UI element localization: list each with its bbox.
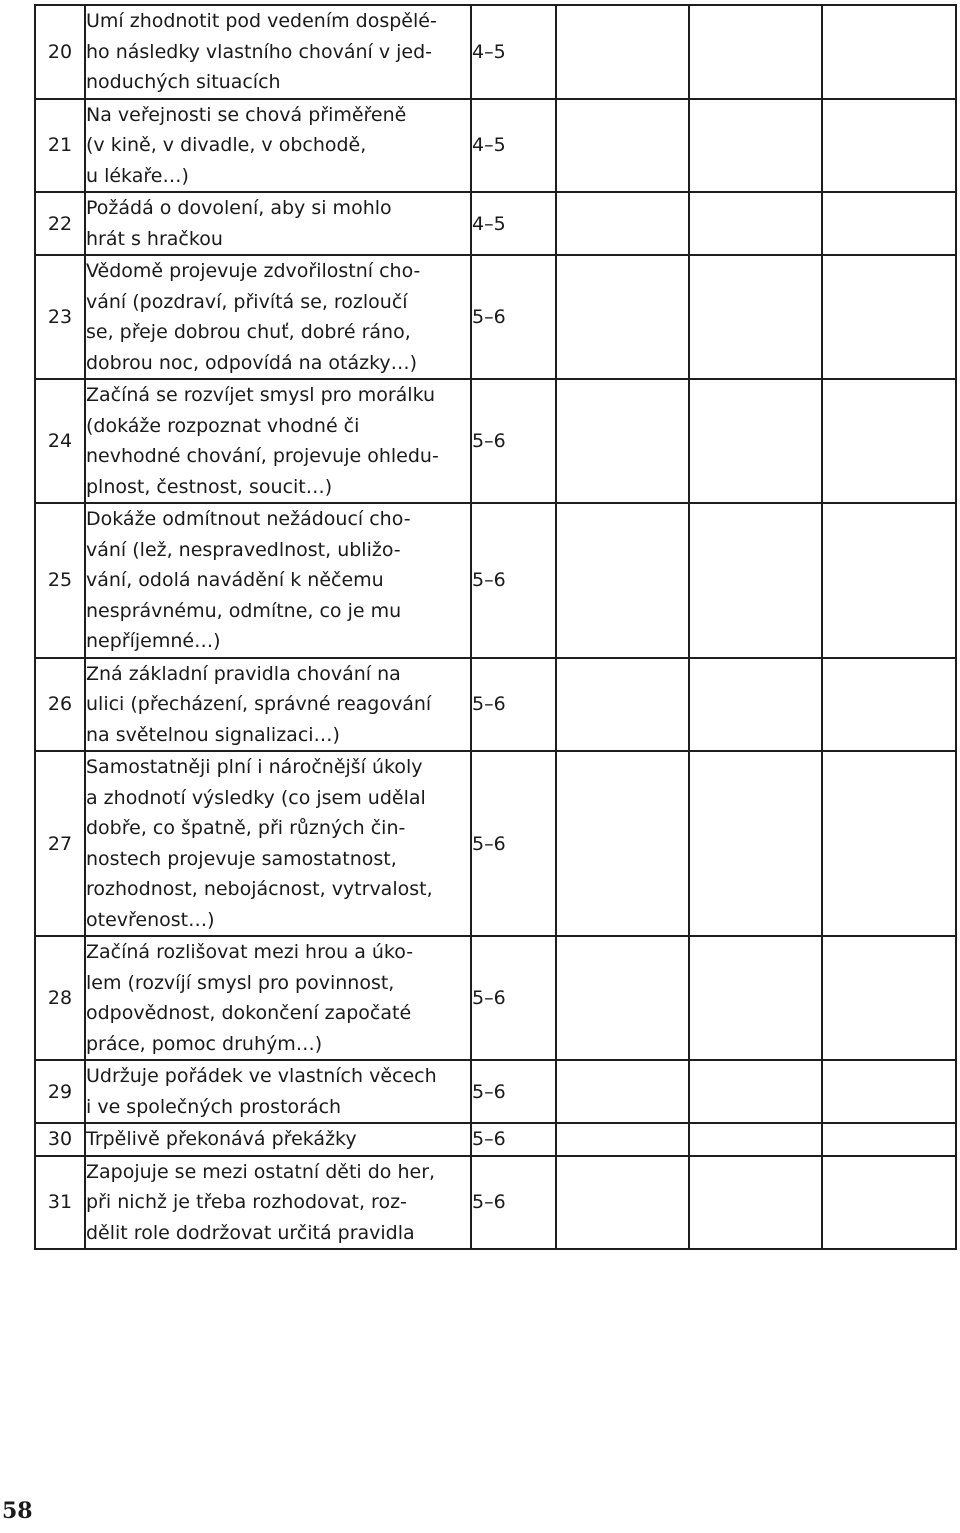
description-line: rozhodnost, nebojácnost, vytrvalost, (86, 878, 433, 900)
description-line: vání (pozdraví, přivítá se, rozloučí (86, 290, 408, 313)
item-description (85, 1123, 471, 1156)
age-range: 5–6 (471, 751, 556, 936)
evaluation-cell-2[interactable] (689, 255, 822, 379)
evaluation-cell-3[interactable] (822, 1123, 956, 1156)
evaluation-cell-2[interactable] (689, 1123, 822, 1156)
age-range: 5–6 (471, 379, 556, 503)
checklist-row (35, 5, 956, 99)
description-line: Samostatněji plní i náročnější úkoly (86, 756, 423, 778)
page-number: 58 (2, 1498, 33, 1524)
description-line: hrát s hračkou (86, 227, 223, 250)
age-range: 5–6 (471, 936, 556, 1060)
age-range: 5–6 (471, 503, 556, 658)
description-line: dobře, co špatně, při různých čin- (86, 817, 406, 839)
evaluation-cell-2[interactable] (689, 751, 822, 936)
description-line: (v kině, v divadle, v obchodě, (86, 134, 367, 156)
checklist-row (35, 1060, 956, 1123)
evaluation-cell-1[interactable] (556, 5, 689, 99)
item-description (85, 5, 471, 99)
checklist-row (35, 379, 956, 503)
description-line: na světelnou signalizaci…) (86, 723, 340, 746)
evaluation-cell-2[interactable] (689, 99, 822, 193)
evaluation-cell-1[interactable] (556, 936, 689, 1060)
age-range: 5–6 (471, 1060, 556, 1123)
item-description (85, 192, 471, 255)
evaluation-cell-1[interactable] (556, 192, 689, 255)
evaluation-cell-3[interactable] (822, 936, 956, 1060)
item-description (85, 379, 471, 503)
description-line: nesprávnému, odmítne, co je mu (86, 599, 402, 622)
description-line: otevřenost…) (86, 908, 215, 931)
evaluation-cell-3[interactable] (822, 503, 956, 658)
evaluation-cell-3[interactable] (822, 1060, 956, 1123)
description-line: Začíná rozlišovat mezi hrou a úko- (86, 941, 414, 963)
age-range: 4–5 (471, 192, 556, 255)
item-number: 30 (35, 1123, 85, 1156)
evaluation-cell-2[interactable] (689, 192, 822, 255)
evaluation-cell-1[interactable] (556, 1123, 689, 1156)
checklist-row (35, 751, 956, 936)
checklist-row (35, 99, 956, 193)
checklist-row (35, 192, 956, 255)
description-line: vání, odolá navádění k něčemu (86, 569, 384, 591)
description-line: Začíná se rozvíjet smysl pro morálku (86, 384, 436, 406)
checklist-row (35, 1123, 956, 1156)
item-number: 22 (35, 192, 85, 255)
description-line: nevhodné chování, projevuje ohledu- (86, 445, 439, 467)
evaluation-cell-2[interactable] (689, 936, 822, 1060)
item-description (85, 99, 471, 193)
description-line: ho následky vlastního chování v jed- (86, 40, 432, 63)
description-line: u lékaře…) (86, 164, 189, 187)
description-line: a zhodnotí výsledky (co jsem udělal (86, 786, 426, 809)
evaluation-cell-2[interactable] (689, 1060, 822, 1123)
description-line: Udržuje pořádek ve vlastních věcech (86, 1065, 437, 1087)
description-line: se, přeje dobrou chuť, dobré ráno, (86, 321, 411, 343)
evaluation-cell-1[interactable] (556, 751, 689, 936)
item-number: 28 (35, 936, 85, 1060)
description-line: plnost, čestnost, soucit…) (86, 475, 333, 498)
description-line: při nichž je třeba rozhodovat, roz- (86, 1191, 407, 1213)
evaluation-cell-1[interactable] (556, 503, 689, 658)
description-line: Dokáže odmítnout nežádoucí cho- (86, 508, 411, 530)
evaluation-cell-1[interactable] (556, 1156, 689, 1250)
description-line: vání (lež, nespravedlnost, ubližo- (86, 538, 401, 561)
evaluation-cell-2[interactable] (689, 5, 822, 99)
item-number: 20 (35, 5, 85, 99)
item-description (85, 503, 471, 658)
age-range: 4–5 (471, 99, 556, 193)
age-range: 4–5 (471, 5, 556, 99)
item-number: 31 (35, 1156, 85, 1250)
description-line: práce, pomoc druhým…) (86, 1032, 323, 1055)
description-line: Vědomě projevuje zdvořilostní cho- (86, 260, 421, 282)
checklist-row (35, 1156, 956, 1250)
description-line: nepříjemné…) (86, 630, 221, 652)
item-description (85, 1156, 471, 1250)
evaluation-cell-2[interactable] (689, 658, 822, 752)
evaluation-cell-1[interactable] (556, 658, 689, 752)
checklist-table (34, 4, 957, 1250)
item-description (85, 658, 471, 752)
description-line: Zná základní pravidla chování na (86, 662, 401, 685)
evaluation-cell-3[interactable] (822, 1156, 956, 1250)
description-line: Trpělivě překonává překážky (86, 1128, 357, 1150)
item-number: 25 (35, 503, 85, 658)
item-number: 29 (35, 1060, 85, 1123)
age-range: 5–6 (471, 1123, 556, 1156)
evaluation-cell-1[interactable] (556, 99, 689, 193)
evaluation-cell-3[interactable] (822, 658, 956, 752)
item-number: 23 (35, 255, 85, 379)
development-checklist (34, 4, 955, 1250)
item-description (85, 255, 471, 379)
checklist-rows (35, 5, 956, 1249)
item-description (85, 751, 471, 936)
description-line: Na veřejnosti se chová přiměřeně (86, 103, 407, 126)
evaluation-cell-2[interactable] (689, 503, 822, 658)
age-range: 5–6 (471, 1156, 556, 1250)
description-line: odpovědnost, dokončení započaté (86, 1002, 412, 1024)
description-line: lem (rozvíjí smysl pro povinnost, (86, 971, 395, 994)
evaluation-cell-3[interactable] (822, 192, 956, 255)
age-range: 5–6 (471, 658, 556, 752)
item-number: 24 (35, 379, 85, 503)
age-range: 5–6 (471, 255, 556, 379)
item-number: 21 (35, 99, 85, 193)
item-number: 27 (35, 751, 85, 936)
evaluation-cell-1[interactable] (556, 379, 689, 503)
evaluation-cell-3[interactable] (822, 5, 956, 99)
evaluation-cell-3[interactable] (822, 99, 956, 193)
description-line: dělit role dodržovat určitá pravidla (86, 1221, 415, 1244)
evaluation-cell-2[interactable] (689, 379, 822, 503)
description-line: dobrou noc, odpovídá na otázky…) (86, 351, 418, 374)
description-line: nostech projevuje samostatnost, (86, 847, 397, 870)
description-line: Umí zhodnotit pod vedením dospělé- (86, 10, 437, 32)
item-description (85, 1060, 471, 1123)
checklist-row (35, 255, 956, 379)
evaluation-cell-3[interactable] (822, 379, 956, 503)
description-line: i ve společných prostorách (86, 1095, 342, 1118)
description-line: (dokáže rozpoznat vhodné či (86, 414, 360, 437)
evaluation-cell-3[interactable] (822, 751, 956, 936)
checklist-row (35, 936, 956, 1060)
evaluation-cell-1[interactable] (556, 255, 689, 379)
description-line: noduchých situacích (86, 71, 281, 93)
description-line: ulici (přecházení, správné reagování (86, 693, 432, 715)
checklist-row (35, 503, 956, 658)
evaluation-cell-1[interactable] (556, 1060, 689, 1123)
description-line: Požádá o dovolení, aby si mohlo (86, 197, 392, 219)
item-description (85, 936, 471, 1060)
evaluation-cell-3[interactable] (822, 255, 956, 379)
checklist-row (35, 658, 956, 752)
description-line: Zapojuje se mezi ostatní děti do her, (86, 1160, 436, 1183)
evaluation-cell-2[interactable] (689, 1156, 822, 1250)
item-number: 26 (35, 658, 85, 752)
